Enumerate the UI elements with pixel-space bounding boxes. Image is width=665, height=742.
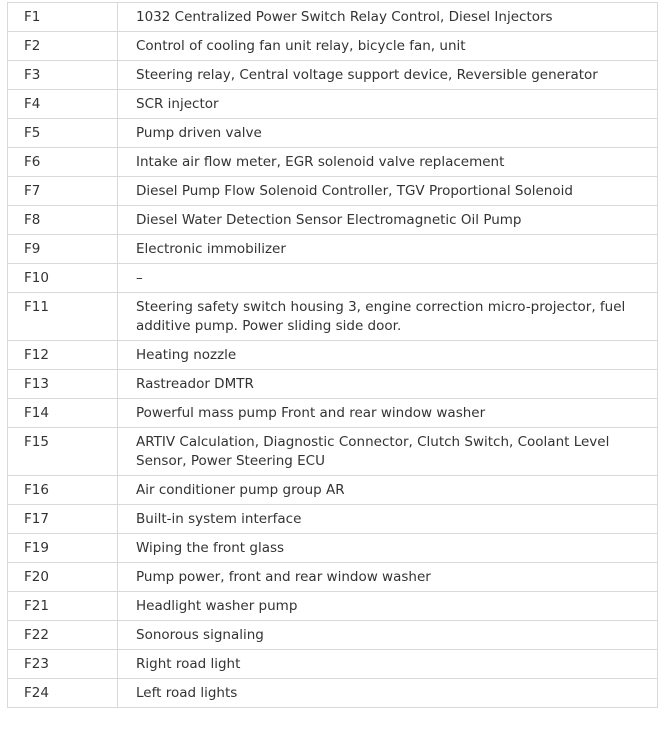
fuse-description-cell: Heating nozzle xyxy=(118,341,658,370)
table-row xyxy=(8,370,658,399)
fuse-description-cell: Steering relay, Central voltage support device, Reversible generator xyxy=(118,61,658,90)
fuse-description-cell: Wiping the front glass xyxy=(118,534,658,563)
fuse-id-cell: F8 xyxy=(8,206,118,235)
fuse-id-cell: F4 xyxy=(8,90,118,119)
table-row xyxy=(8,679,658,708)
table-row xyxy=(8,61,658,90)
table-row xyxy=(8,505,658,534)
table-row xyxy=(8,148,658,177)
fuse-description-cell: Rastreador DMTR xyxy=(118,370,658,399)
fuse-description-cell: Control of cooling fan unit relay, bicycle fan, unit xyxy=(118,32,658,61)
fuse-description-cell: Powerful mass pump Front and rear window washer xyxy=(118,399,658,428)
fuse-id-cell: F12 xyxy=(8,341,118,370)
table-row xyxy=(8,399,658,428)
table-row xyxy=(8,293,658,341)
fuse-id-cell: F22 xyxy=(8,621,118,650)
fuse-id-cell: F23 xyxy=(8,650,118,679)
table-row xyxy=(8,341,658,370)
fuse-id-cell: F9 xyxy=(8,235,118,264)
fuse-description-cell: ARTIV Calculation, Diagnostic Connector, Clutch Switch, Coolant Level Sensor, Power Steering ECU xyxy=(118,428,658,476)
fuse-description-cell: Diesel Water Detection Sensor Electromagnetic Oil Pump xyxy=(118,206,658,235)
table-row xyxy=(8,563,658,592)
fuse-id-cell: F24 xyxy=(8,679,118,708)
fuse-description-cell: Right road light xyxy=(118,650,658,679)
table-row xyxy=(8,534,658,563)
fuse-description-cell: Air conditioner pump group AR xyxy=(118,476,658,505)
fuse-description-cell: 1032 Centralized Power Switch Relay Control, Diesel Injectors xyxy=(118,3,658,32)
fuse-id-cell: F19 xyxy=(8,534,118,563)
fuse-table xyxy=(7,2,658,708)
fuse-description-cell: Steering safety switch housing 3, engine correction micro-projector, fuel additive pump. Power sliding side door. xyxy=(118,293,658,341)
fuse-id-cell: F7 xyxy=(8,177,118,206)
fuse-description-cell: Headlight washer pump xyxy=(118,592,658,621)
table-row xyxy=(8,650,658,679)
table-row xyxy=(8,119,658,148)
table-row xyxy=(8,3,658,32)
fuse-description-cell: Electronic immobilizer xyxy=(118,235,658,264)
fuse-id-cell: F2 xyxy=(8,32,118,61)
fuse-id-cell: F16 xyxy=(8,476,118,505)
table-row xyxy=(8,264,658,293)
fuse-description-cell: Left road lights xyxy=(118,679,658,708)
fuse-id-cell: F14 xyxy=(8,399,118,428)
fuse-id-cell: F10 xyxy=(8,264,118,293)
fuse-description-cell: SCR injector xyxy=(118,90,658,119)
table-row xyxy=(8,476,658,505)
fuse-description-cell: Pump power, front and rear window washer xyxy=(118,563,658,592)
fuse-id-cell: F5 xyxy=(8,119,118,148)
fuse-id-cell: F21 xyxy=(8,592,118,621)
fuse-id-cell: F11 xyxy=(8,293,118,341)
table-row xyxy=(8,177,658,206)
table-row xyxy=(8,235,658,264)
table-row xyxy=(8,428,658,476)
fuse-id-cell: F13 xyxy=(8,370,118,399)
fuse-description-cell: Sonorous signaling xyxy=(118,621,658,650)
fuse-id-cell: F17 xyxy=(8,505,118,534)
fuse-description-cell: – xyxy=(118,264,658,293)
fuse-id-cell: F15 xyxy=(8,428,118,476)
fuse-table-body xyxy=(8,3,658,708)
fuse-description-cell: Diesel Pump Flow Solenoid Controller, TGV Proportional Solenoid xyxy=(118,177,658,206)
table-row xyxy=(8,32,658,61)
fuse-id-cell: F1 xyxy=(8,3,118,32)
fuse-description-cell: Pump driven valve xyxy=(118,119,658,148)
fuse-id-cell: F3 xyxy=(8,61,118,90)
table-row xyxy=(8,592,658,621)
table-row xyxy=(8,621,658,650)
fuse-description-cell: Built-in system interface xyxy=(118,505,658,534)
table-row xyxy=(8,90,658,119)
fuse-description-cell: Intake air flow meter, EGR solenoid valve replacement xyxy=(118,148,658,177)
table-row xyxy=(8,206,658,235)
fuse-id-cell: F20 xyxy=(8,563,118,592)
fuse-id-cell: F6 xyxy=(8,148,118,177)
